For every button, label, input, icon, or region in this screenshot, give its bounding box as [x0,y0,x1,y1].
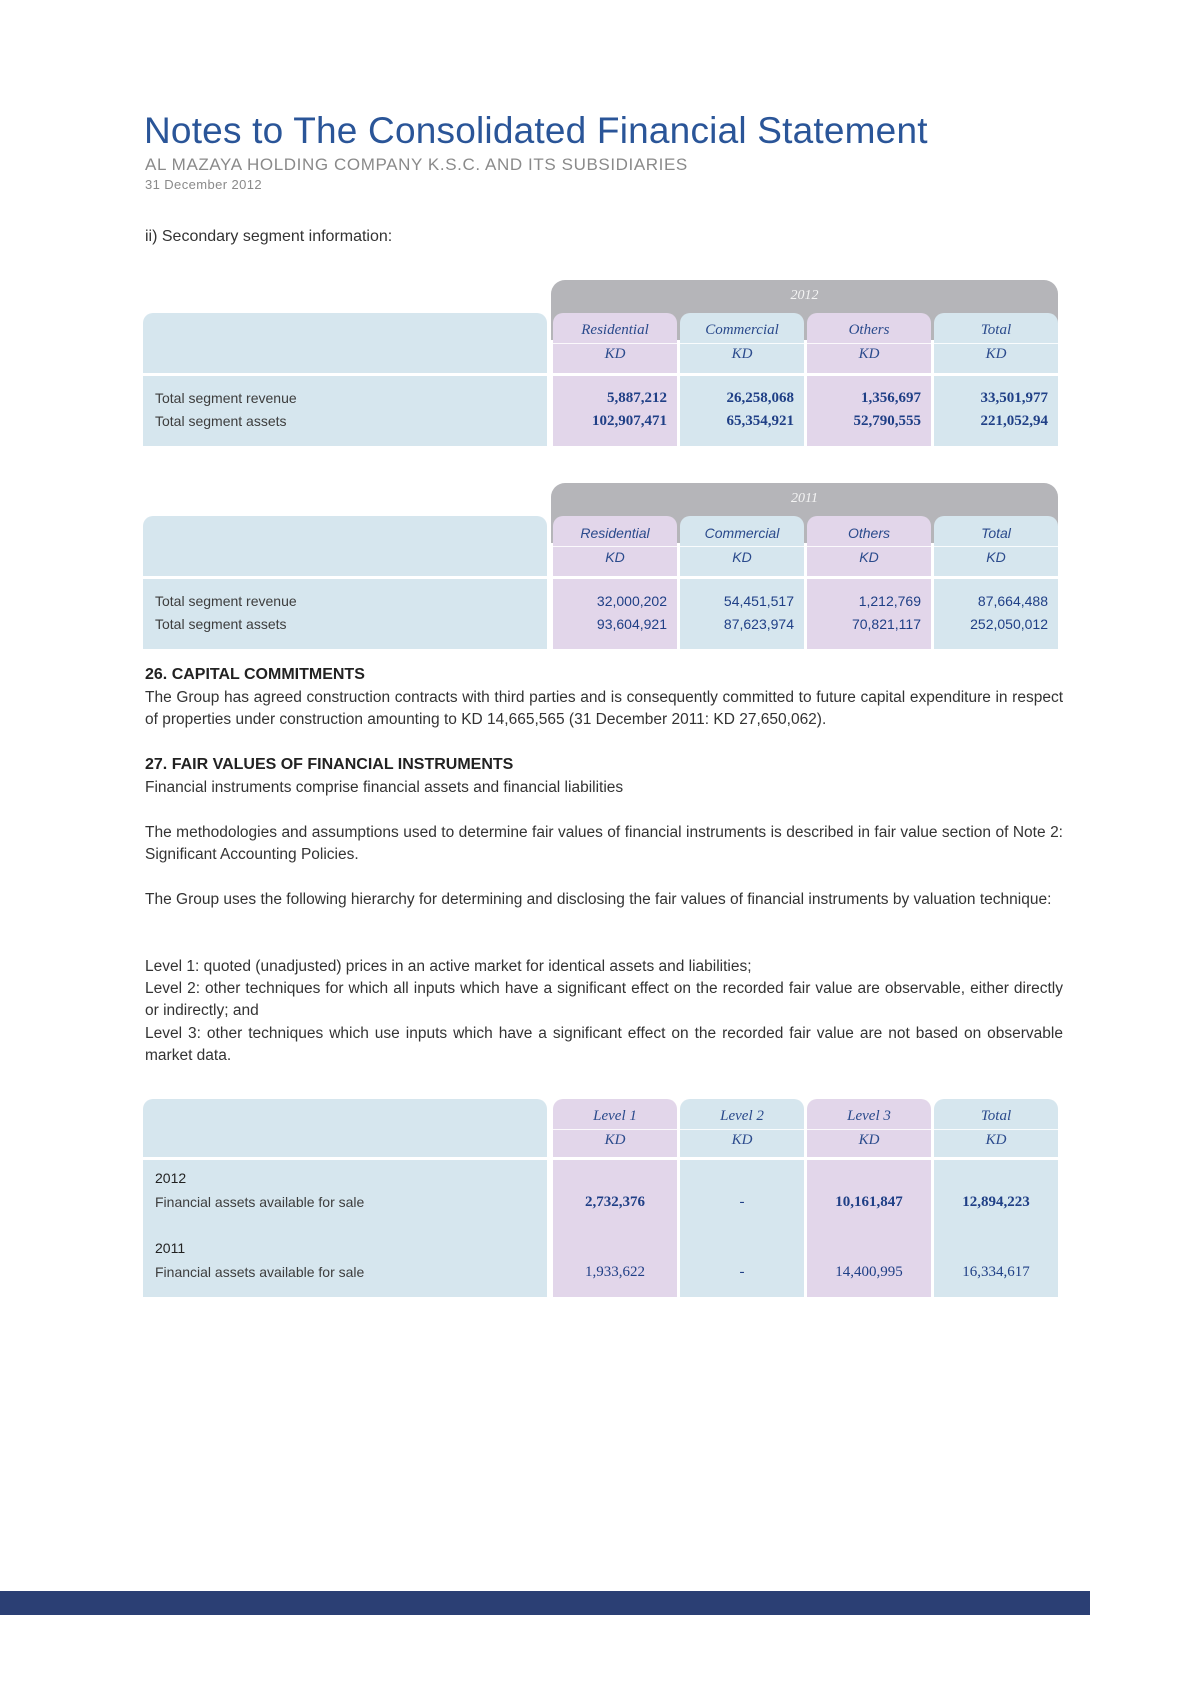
row-label-revenue: Total segment revenue [155,593,297,609]
cell-value: 52,790,555 [853,413,921,429]
section-26-title: 26. CAPITAL COMMITMENTS [145,666,365,683]
fair-value-table [143,1099,1058,1297]
column-name: Commercial [705,322,779,338]
column-name: Residential [580,525,650,541]
column-unit: KD [553,546,677,569]
level-3-text: Level 3: other techniques which use inputs which have a significant effect on the recorded fair value are not based on observable market data. [145,1025,1063,1064]
column-header-others [807,516,931,576]
cell-value: 70,821,117 [851,616,921,632]
column-name: Level 2 [720,1108,764,1124]
column-header-others [807,313,931,373]
column-name: Residential [581,322,649,338]
column-unit: KD [934,1129,1058,1158]
column-unit: KD [680,343,804,366]
row-label-cell [143,579,547,645]
column-unit: KD [553,343,677,366]
segment-table-2012 [143,280,1058,485]
table-footer [553,442,677,446]
value-column-commercial [680,579,804,645]
header-label-cell [143,313,547,373]
footer-bar [0,1591,1090,1615]
column-level-2 [680,1099,804,1297]
table-footer [934,645,1058,649]
level-2-text: Level 2: other techniques for which all inputs which have a significant effect on the recorded fair value are observable, either directly or indirectly; and [145,980,1063,1019]
column-unit: KD [680,1129,804,1158]
company-name: AL MAZAYA HOLDING COMPANY K.S.C. AND ITS SUBSIDIARIES [145,155,688,174]
cell-value: 16,334,617 [962,1264,1030,1280]
column-header-commercial [680,516,804,576]
column-name: Others [847,525,890,541]
cell-value: 102,907,471 [592,413,667,429]
divider [934,1157,1058,1160]
table-footer [680,645,804,649]
segment-table-2011 [143,483,1058,688]
column-level-1 [553,1099,677,1297]
cell-value: 87,623,974 [723,616,794,632]
cell-value: 252,050,012 [970,616,1048,632]
cell-value: 33,501,977 [980,390,1048,406]
column-unit: KD [680,546,804,569]
cell-value: 5,887,212 [607,390,667,406]
cell-value: 26,258,068 [726,390,794,406]
value-column-others [807,579,931,645]
cell-value: 1,933,622 [585,1264,645,1280]
table-footer [807,645,931,649]
column-unit: KD [807,343,931,366]
cell-value: - [739,1194,745,1210]
cell-value: 54,451,517 [723,593,794,609]
column-unit: KD [934,343,1058,366]
year-label: 2011 [791,491,818,506]
column-header-residential [553,516,677,576]
group-year-2012: 2012 [155,1170,187,1186]
row-label-cell [143,376,547,442]
table-footer [934,442,1058,446]
divider [553,1157,677,1160]
table-footer [143,442,547,446]
cell-value: 32,000,202 [596,593,667,609]
column-name: Total [980,1108,1012,1124]
column-name: Level 1 [593,1108,637,1124]
cell-value: 221,052,94 [980,413,1048,429]
row-label-2012: Financial assets available for sale [155,1194,365,1210]
value-column-others [807,376,931,442]
year-label: 2012 [790,288,819,303]
group-year-2011: 2011 [155,1240,186,1256]
value-column-residential [553,376,677,442]
row-label-cell [143,1160,547,1297]
cell-value: 87,664,488 [977,593,1048,609]
column-unit: KD [807,546,931,569]
cell-value: 93,604,921 [596,616,667,632]
divider [680,1157,804,1160]
cell-value: 1,212,769 [858,593,921,609]
table-footer [143,645,547,649]
header-label-cell [143,516,547,576]
cell-value: - [739,1264,745,1280]
cell-value: 10,161,847 [835,1194,903,1210]
table-footer [553,645,677,649]
column-unit: KD [807,1129,931,1158]
column-name: Level 3 [847,1108,891,1124]
column-level-3 [807,1099,931,1297]
section-27-title: 27. FAIR VALUES OF FINANCIAL INSTRUMENTS [145,756,514,773]
column-header-commercial [680,313,804,373]
table-footer [807,442,931,446]
section-27-methodology: The methodologies and assumptions used to determine fair values of financial instruments is described in fair value section of Note 2: Significant Accounting Policies. [145,824,1063,863]
section-26-text: The Group has agreed construction contracts with third parties and is consequently committed to future capital expenditure in respect of properties under construction amounting to KD 14,665,565 (31 December 2011: KD 27,650,062). [145,689,1063,728]
column-total [934,1099,1058,1297]
column-name: Total [981,525,1011,541]
cell-value: 2,732,376 [585,1194,645,1210]
column-header-residential [553,313,677,373]
column-unit: KD [934,546,1058,569]
cell-value: 14,400,995 [835,1264,903,1280]
value-column-total [934,579,1058,645]
row-label-assets: Total segment assets [155,616,287,632]
cell-value: 1,356,697 [861,390,921,406]
value-column-commercial [680,376,804,442]
value-column-residential [553,579,677,645]
section-27-hierarchy: The Group uses the following hierarchy for determining and disclosing the fair values of financial instruments by valuation technique: [145,891,1052,908]
value-column-total [934,376,1058,442]
row-label-2011: Financial assets available for sale [155,1264,365,1280]
cell-value: 65,354,921 [726,413,794,429]
column-unit: KD [553,1129,677,1158]
page-title: Notes to The Consolidated Financial Statement [144,110,928,151]
cell-value: 12,894,223 [962,1194,1030,1210]
table-footer [680,442,804,446]
section-27-intro: Financial instruments comprise financial assets and financial liabilities [145,779,624,796]
divider [807,1157,931,1160]
column-name: Others [848,322,890,338]
row-label-assets: Total segment assets [155,413,287,429]
column-header-total [934,516,1058,576]
column-header-total [934,313,1058,373]
header-label-cell [143,1099,547,1157]
report-date: 31 December 2012 [145,177,262,192]
column-name: Total [980,322,1012,338]
row-label-revenue: Total segment revenue [155,390,297,406]
segment-heading: ii) Secondary segment information: [145,228,393,245]
column-name: Commercial [704,525,780,541]
level-1-text: Level 1: quoted (unadjusted) prices in an active market for identical assets and liabilities; [145,958,752,975]
